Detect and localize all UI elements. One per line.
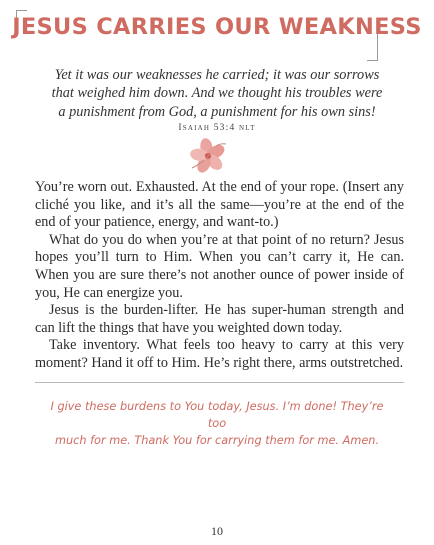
scripture-verse [30, 66, 404, 121]
body-paragraph: You’re worn out. Exhausted. At the end of your rope. (Insert any cliché you like, and it’s all the same—you’re at the end of the end of your patience, energy, and want-to.) [35, 179, 404, 231]
page-number: 10 [211, 524, 223, 538]
prayer-text [40, 398, 394, 449]
verse-reference: Isaiah 53:4 nlt [178, 123, 256, 133]
body-paragraph: Take inventory. What feels too heavy to carry at this very moment? Hand it off to Him. He’s right there, arms outstretched. [35, 337, 404, 371]
body-paragraph: What do you do when you’re at that point of no return? Jesus hopes you’ll turn to Him. When you can’t carry it, He can. When you are sure there’s not another ounce of power inside of you, He can energize you. [35, 231, 404, 301]
verse-line: a punishment from God, a punishment for his own sins! [58, 103, 376, 120]
cherry-blossom-icon [186, 138, 230, 174]
devotional-body [35, 179, 404, 373]
verse-line: Yet it was our weaknesses he carried; it was our sorrows [54, 67, 380, 83]
body-paragraph: Jesus is the burden-lifter. He has super-human strength and can lift the things that have you weighted down today. [35, 302, 404, 336]
prayer-line: much for me. Thank You for carrying them for me. Amen. [54, 434, 380, 447]
prayer-line: I give these burdens to You today, Jesus. I’m done! They’re too [50, 400, 384, 430]
section-divider [35, 382, 404, 383]
page-title: JESUS CARRIES OUR WEAKNESS [12, 14, 422, 40]
verse-line: that weighed him down. And we thought his troubles were [51, 85, 383, 102]
